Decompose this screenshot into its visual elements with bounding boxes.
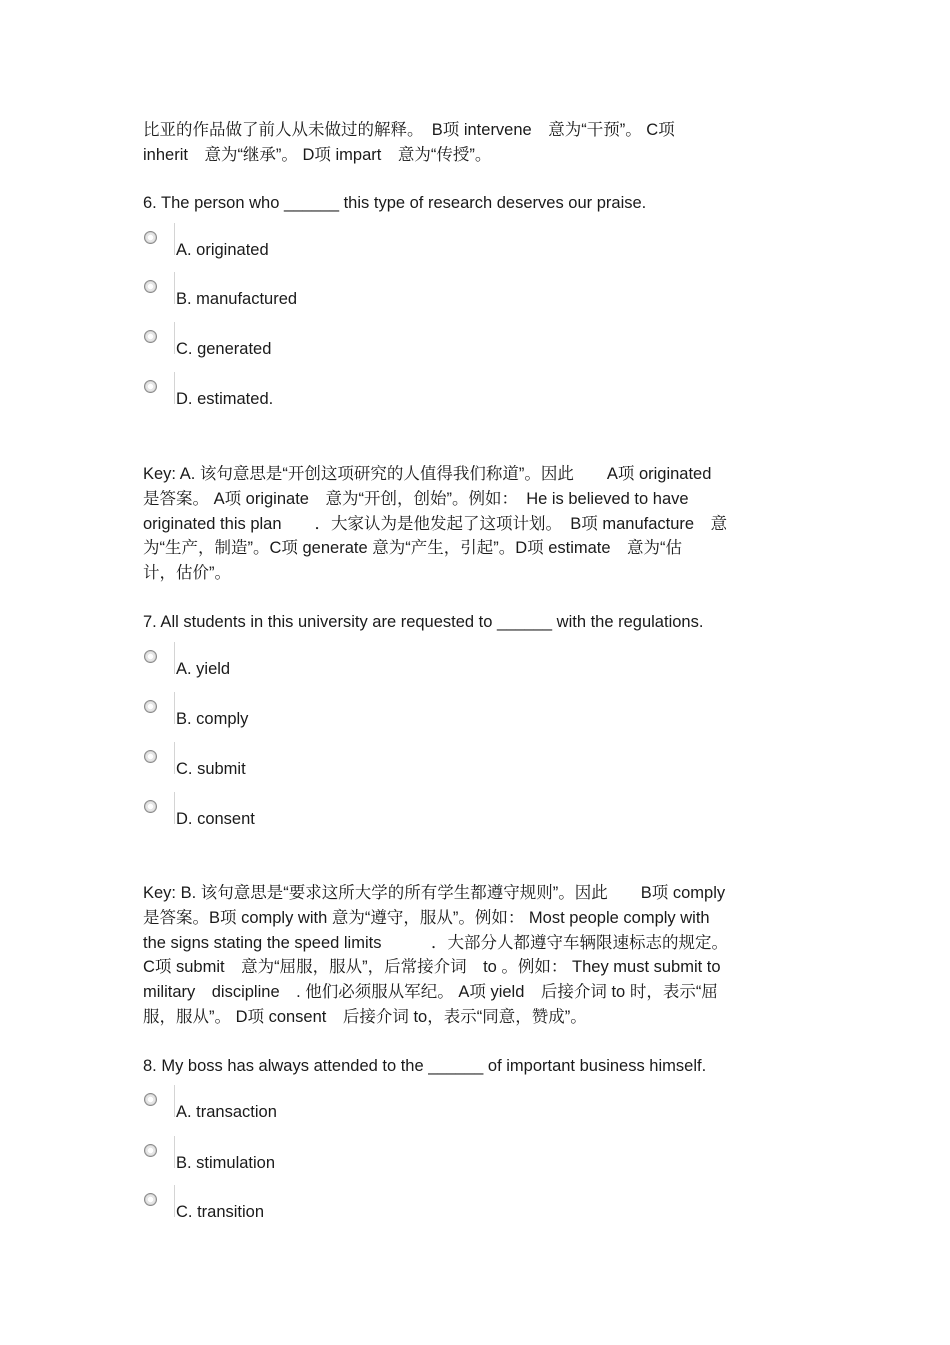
radio-button[interactable] <box>144 750 157 763</box>
option-divider <box>174 372 175 404</box>
option-divider <box>174 792 175 824</box>
option-label: C. submit <box>176 760 246 778</box>
option-label: D. consent <box>176 810 255 828</box>
option-divider <box>174 272 175 304</box>
radio-button[interactable] <box>144 1193 157 1206</box>
radio-button[interactable] <box>144 700 157 713</box>
option-divider <box>174 322 175 354</box>
text-line: military discipline . 他们必须服从军纪。 A项 yield 后接介词 to 时，表示“屈 <box>143 983 718 1002</box>
text-line: 比亚的作品做了前人从未做过的解释。 B项 intervene 意为“干预”。 C项 <box>143 121 675 139</box>
text-line: C项 submit 意为“屈服，服从”，后常接介词 to 。例如： They must submit to <box>143 958 721 977</box>
option-label: A. originated <box>176 241 269 259</box>
option-divider <box>174 1185 175 1217</box>
option-label: B. comply <box>176 710 249 728</box>
text-line: the signs stating the speed limits ．大部分人都遵守车辆限速标志的规定。 <box>143 933 728 952</box>
radio-button[interactable] <box>144 330 157 343</box>
text-line: Key: B. 该句意思是“要求这所大学的所有学生都遵守规则”。因此 B项 comply <box>143 884 726 902</box>
option-label: A. transaction <box>176 1103 277 1121</box>
radio-button[interactable] <box>144 1093 157 1106</box>
question-8: 8. My boss has always attended to the ______ of important business himself. <box>143 1057 707 1075</box>
text-line: 为“生产，制造”。C项 generate 意为“产生，引起”。D项 estimate 意为“估 <box>143 539 683 558</box>
option-label: B. stimulation <box>176 1154 276 1172</box>
option-divider <box>174 692 175 724</box>
text-line: 计，估价”。 <box>143 564 231 583</box>
radio-button[interactable] <box>144 650 157 663</box>
q6-answer-key <box>143 462 811 586</box>
radio-button[interactable] <box>144 280 157 293</box>
option-label: C. generated <box>176 340 272 358</box>
option-divider <box>174 1085 175 1117</box>
radio-button[interactable] <box>144 800 157 813</box>
option-divider <box>174 1136 175 1168</box>
option-label: B. manufactured <box>176 290 298 308</box>
text-line: originated this plan ．大家认为是他发起了这项计划。 B项 manufacture 意 <box>143 514 728 533</box>
question-6: 6. The person who ______ this type of research deserves our praise. <box>143 194 647 212</box>
text-line: 是答案。 A项 originate 意为“开创，创始”。例如： He is believed to have <box>143 489 689 508</box>
option-label: C. transition <box>176 1203 265 1221</box>
radio-button[interactable] <box>144 380 157 393</box>
radio-button[interactable] <box>144 231 157 244</box>
radio-button[interactable] <box>144 1144 157 1157</box>
intro-explanation <box>143 118 811 168</box>
option-divider <box>174 223 175 255</box>
q7-answer-key <box>143 881 811 1030</box>
option-label: A. yield <box>176 660 231 678</box>
text-line: Key: A. 该句意思是“开创这项研究的人值得我们称道”。因此 A项 originated <box>143 465 712 483</box>
option-divider <box>174 642 175 674</box>
option-divider <box>174 742 175 774</box>
text-line: 是答案。B项 comply with 意为“遵守，服从”。例如： Most people comply with <box>143 908 710 927</box>
text-line: 服，服从”。 D项 consent 后接介词 to，表示“同意，赞成”。 <box>143 1007 587 1026</box>
text-line: inherit 意为“继承”。 D项 impart 意为“传授”。 <box>143 145 492 164</box>
option-label: D. estimated. <box>176 390 274 408</box>
question-7: 7. All students in this university are requested to ______ with the regulations. <box>143 613 704 631</box>
